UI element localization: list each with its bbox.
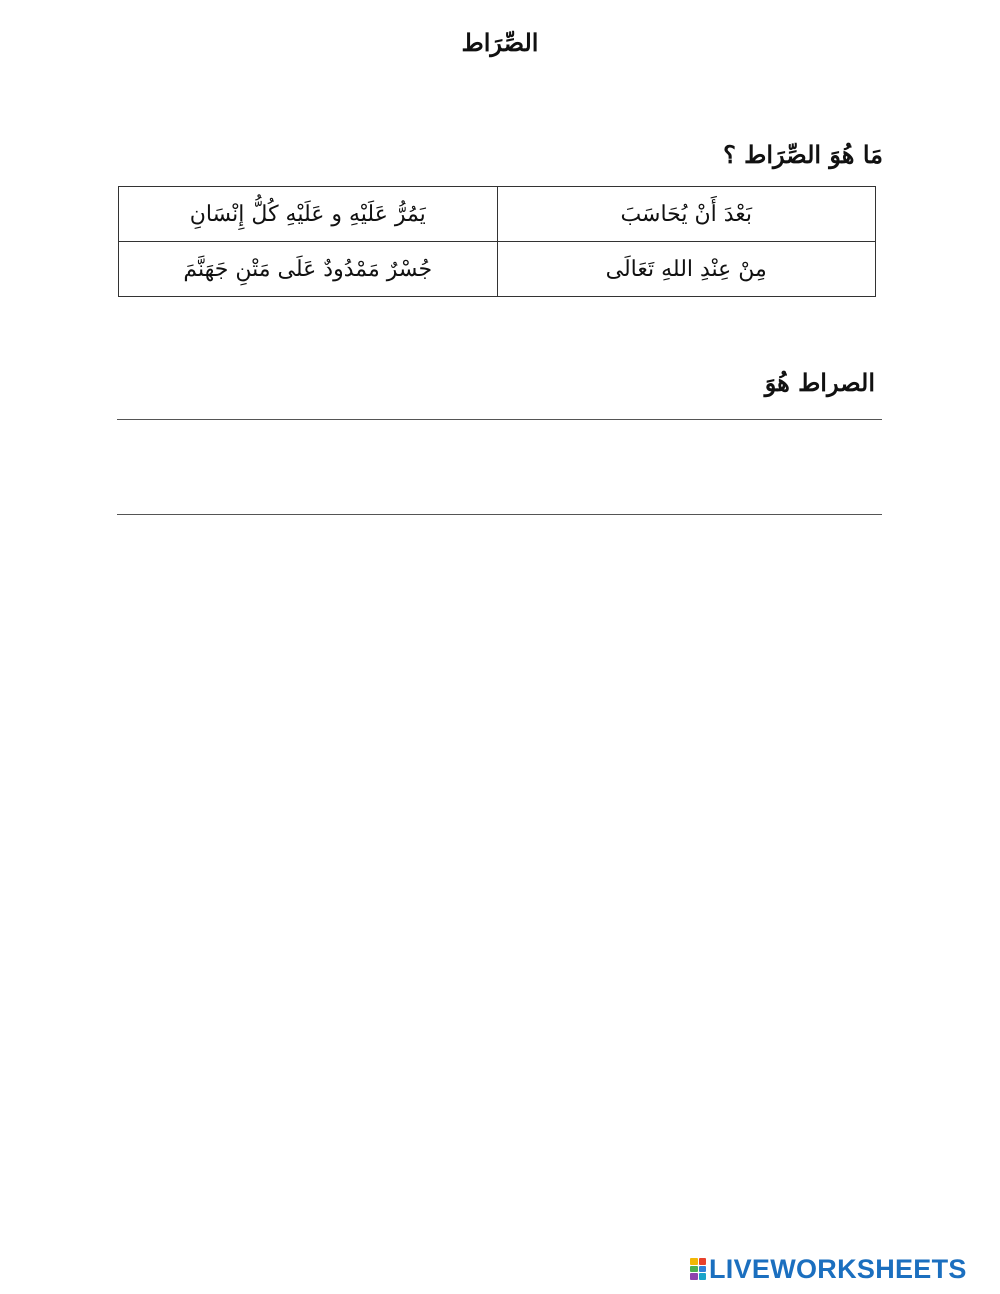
choices-table bbox=[118, 186, 876, 297]
choice-cell[interactable]: يَمُرُّ عَلَيْهِ و عَلَيْهِ كُلُّ إِنْسَانِ bbox=[119, 187, 498, 242]
question-text: مَا هُوَ الصِّرَاط ؟ bbox=[723, 140, 883, 169]
choice-cell[interactable]: مِنْ عِنْدِ اللهِ تَعَالَى bbox=[497, 242, 876, 297]
brand-name: LIVEWORKSHEETS bbox=[709, 1253, 967, 1284]
page-title: الصِّرَاط bbox=[461, 28, 539, 57]
liveworksheets-logo bbox=[690, 1254, 967, 1284]
logo-blocks-icon bbox=[690, 1258, 706, 1280]
choice-cell[interactable]: جُسْرٌ مَمْدُودٌ عَلَى مَتْنِ جَهَنَّمَ bbox=[119, 242, 498, 297]
answer-line-2 bbox=[117, 514, 882, 515]
answer-label: الصراط هُوَ bbox=[764, 368, 875, 397]
table-row bbox=[119, 242, 876, 297]
answer-field-1[interactable] bbox=[117, 376, 741, 418]
answer-field-2[interactable] bbox=[117, 470, 886, 512]
answer-line-1 bbox=[117, 419, 882, 420]
choice-cell[interactable]: بَعْدَ أَنْ يُحَاسَبَ bbox=[497, 187, 876, 242]
table-row bbox=[119, 187, 876, 242]
